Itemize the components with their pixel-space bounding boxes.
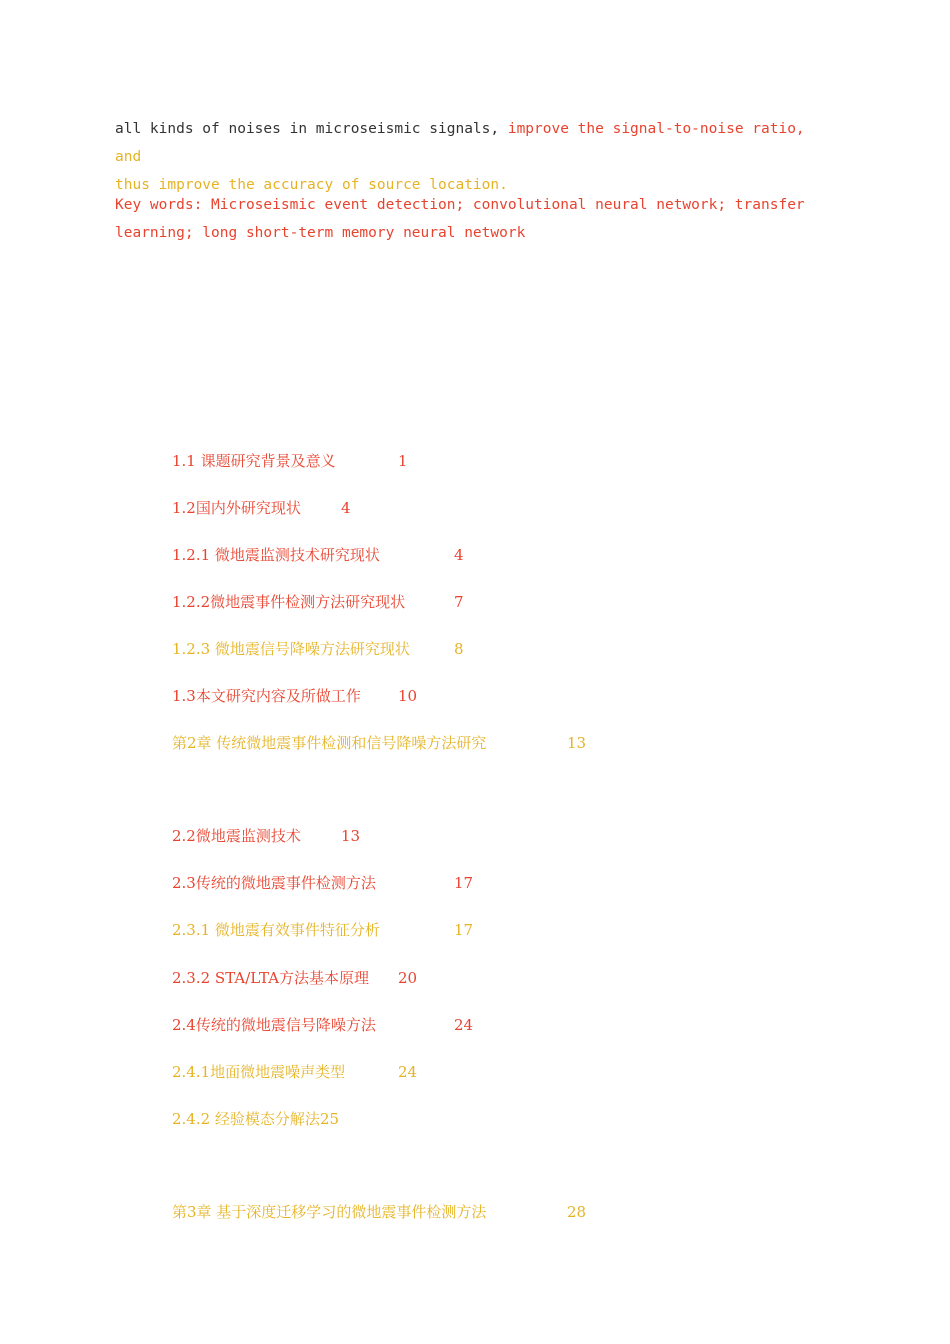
toc-entry-page: 4 [454,546,464,564]
toc-entry[interactable] [172,873,474,893]
toc-entry-page: 4 [341,499,351,517]
toc-entry-title: 1.2.2微地震事件检测方法研究现状 [172,593,406,611]
toc-entry-title: 1.1 课题研究背景及意义 [172,452,336,470]
keywords-paragraph [115,191,835,247]
toc-entry[interactable] [172,968,418,988]
abstract-text-yellow: and [115,149,142,165]
toc-entry[interactable] [172,451,408,471]
toc-entry-title: 第3章 基于深度迁移学习的微地震事件检测方法 [172,1203,487,1221]
toc-entry[interactable] [172,686,418,706]
toc-entry-title: 1.3本文研究内容及所做工作 [172,687,361,705]
toc-entry[interactable] [172,1202,587,1222]
toc-entry-title: 1.2.1 微地震监测技术研究现状 [172,546,380,564]
toc-entry[interactable] [172,733,587,753]
toc-entry-page: 17 [454,921,474,939]
toc-entry-page: 8 [454,640,464,658]
abstract-paragraph [115,115,835,199]
toc-entry-title: 2.4传统的微地震信号降噪方法 [172,1016,376,1034]
abstract-text-dark: all kinds of noises in microseismic signals, [115,121,500,137]
toc-entry-title: 1.2国内外研究现状 [172,499,301,517]
toc-entry-page: 28 [567,1203,587,1221]
toc-entry[interactable] [172,639,464,659]
toc-entry-page: 13 [341,827,361,845]
toc-entry-page: 20 [398,969,418,987]
toc-entry-title: 2.3.1 微地震有效事件特征分析 [172,921,380,939]
abstract-line-1 [115,115,835,171]
keywords-line-2: learning; long short-term memory neural network [115,225,526,241]
toc-entry-title: 第2章 传统微地震事件检测和信号降噪方法研究 [172,734,487,752]
toc-entry[interactable] [172,826,361,846]
toc-entry-title: 2.3.2 STA/LTA方法基本原理 [172,969,370,987]
toc-entry[interactable] [172,1109,339,1129]
toc-entry-page: 13 [567,734,587,752]
toc-entry[interactable] [172,545,464,565]
abstract-line-2: thus improve the accuracy of source location. [115,177,508,193]
toc-entry-page: 1 [398,452,408,470]
keywords-line-1: Key words: Microseismic event detection; convolutional neural network; transfer [115,197,805,213]
toc-entry-title: 2.2微地震监测技术 [172,827,301,845]
toc-entry-page: 25 [319,1110,340,1128]
toc-entry[interactable] [172,498,351,518]
toc-entry-page: 24 [398,1063,418,1081]
toc-entry[interactable] [172,1062,418,1082]
abstract-text-red: improve the signal-to-noise ratio, [507,121,805,137]
toc-entry[interactable] [172,920,474,940]
toc-entry-page: 7 [454,593,464,611]
toc-entry-page: 17 [454,874,474,892]
toc-entry-page: 24 [454,1016,474,1034]
toc-entry[interactable] [172,1015,474,1035]
toc-entry-title: 2.3传统的微地震事件检测方法 [172,874,376,892]
toc-entry-title: 2.4.1地面微地震噪声类型 [172,1063,346,1081]
toc-entry[interactable] [172,592,464,612]
toc-entry-page: 10 [398,687,418,705]
toc-entry-title: 1.2.3 微地震信号降噪方法研究现状 [172,640,410,658]
toc-entry-title: 2.4.2 经验模态分解法 [172,1110,320,1128]
